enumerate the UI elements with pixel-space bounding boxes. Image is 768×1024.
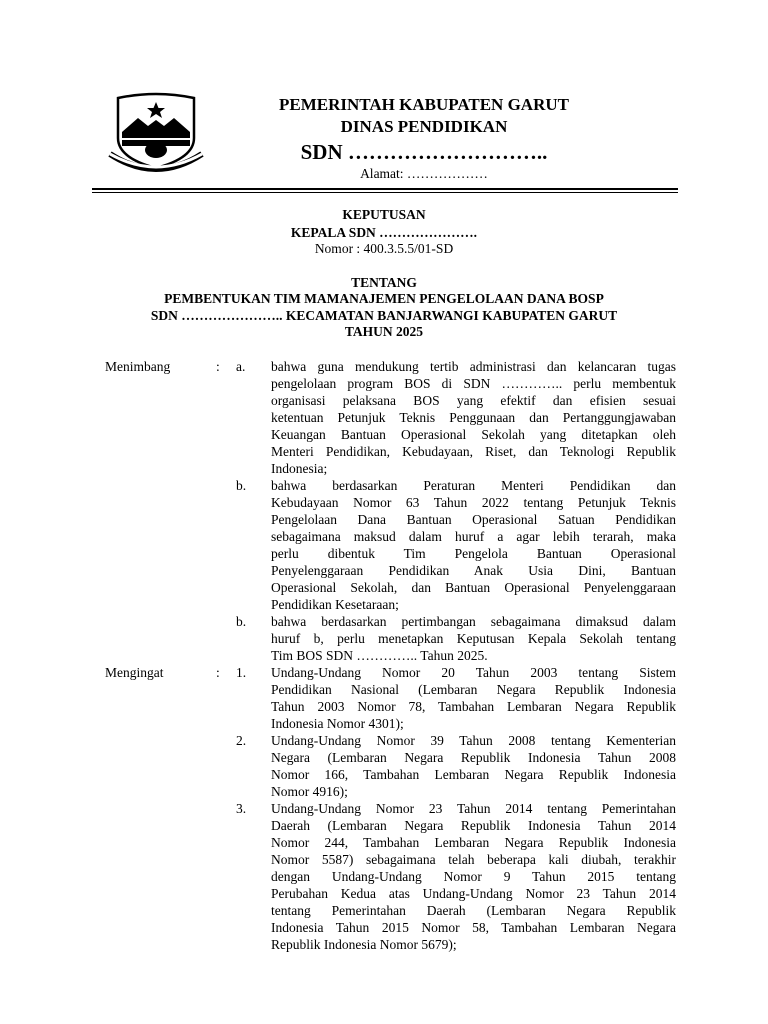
decree-issuer: KEPALA SDN …………………. xyxy=(290,225,478,240)
text-line: Menteri Pendidikan, Kebudayaan, Riset, dan Teknologi Republik xyxy=(271,444,676,459)
text-line: Undang-Undang Nomor 39 Tahun 2008 tentang Kementerian xyxy=(271,733,676,748)
menimbang-b-text xyxy=(271,477,676,613)
text-line: Undang-Undang Nomor 20 Tahun 2003 tentang Sistem xyxy=(271,665,676,680)
text-line: Pengelolaan Dana Bantuan Operasional Satuan Pendidikan xyxy=(271,512,676,527)
decree-subject-line2: SDN ………………….. KECAMATAN BANJARWANGI KABUPATEN GARUT xyxy=(150,308,618,323)
text-line: Negara (Lembaran Negara Republik Indonesia Tahun 2008 xyxy=(271,750,676,765)
menimbang-b-marker: b. xyxy=(236,478,247,493)
text-line: Kebudayaan Nomor 63 Tahun 2022 tentang Petunjuk Teknis xyxy=(271,495,676,510)
menimbang-colon: : xyxy=(216,359,220,374)
mengingat-3-text xyxy=(271,800,676,953)
text-line: Keuangan Bantuan Operasional Sekolah yang ditetapkan oleh xyxy=(271,427,676,442)
mengingat-1-text xyxy=(271,664,676,732)
letterhead-school: SDN ……………………….. xyxy=(300,140,548,164)
text-line: bahwa berdasarkan Peraturan Menteri Pendidikan dan xyxy=(271,478,676,493)
text-line: Tim BOS SDN ………….. Tahun 2025. xyxy=(271,648,488,663)
text-line: huruf b, perlu menetapkan Keputusan Kepala Sekolah tentang xyxy=(271,631,676,646)
text-line: ketentuan Petunjuk Teknis Penggunaan dan Pertanggungjawaban xyxy=(271,410,676,425)
menimbang-a-text xyxy=(271,358,676,477)
text-line: Pendidikan Nasional (Lembaran Negara Republik Indonesia xyxy=(271,682,676,697)
text-line: Nomor 5587) sebagaimana telah beberapa kali diubah, terakhir xyxy=(271,852,676,867)
text-line: tentang Pemerintahan Daerah (Lembaran Negara Republik xyxy=(271,903,676,918)
text-line: organisasi pelaksana BOS yang efektif dan efisien sesuai xyxy=(271,393,676,408)
mengingat-2-text xyxy=(271,732,676,800)
mengingat-3-marker: 3. xyxy=(236,801,247,816)
menimbang-a-marker: a. xyxy=(236,359,246,374)
text-line: Daerah (Lembaran Negara Republik Indonesia Tahun 2014 xyxy=(271,818,676,833)
decree-subject-line3: TAHUN 2025 xyxy=(344,324,424,339)
text-line: Indonesia; xyxy=(271,461,328,476)
text-line: bahwa guna mendukung tertib administrasi dan kelancaran tugas xyxy=(271,359,676,374)
text-line: Republik Indonesia Nomor 5679); xyxy=(271,937,457,952)
text-line: Undang-Undang Nomor 23 Tahun 2014 tentang Pemerintahan xyxy=(271,801,676,816)
menimbang-label: Menimbang xyxy=(105,359,171,374)
decree-number: Nomor : 400.3.5.5/01-SD xyxy=(314,241,454,256)
mengingat-1-marker: 1. xyxy=(236,665,247,680)
text-line: Nomor 166, Tambahan Lembaran Negara Republik Indonesia xyxy=(271,767,676,782)
mengingat-2-marker: 2. xyxy=(236,733,247,748)
menimbang-c-marker: b. xyxy=(236,614,247,629)
mengingat-label: Mengingat xyxy=(105,665,164,680)
text-line: Tahun 2003 Nomor 78, Tambahan Lembaran Negara Republik xyxy=(271,699,676,714)
text-line: bahwa berdasarkan pertimbangan sebagaimana dimaksud dalam xyxy=(271,614,676,629)
text-line: Nomor 244, Tambahan Lembaran Negara Republik Indonesia xyxy=(271,835,676,850)
text-line: Penyelenggaraan Pendidikan Anak Usia Dini, Bantuan xyxy=(271,563,676,578)
letterhead-department: DINAS PENDIDIKAN xyxy=(340,117,508,136)
letterhead-divider-thick xyxy=(92,188,678,190)
text-line: Operasional Sekolah, dan Bantuan Operasional Penyelenggaraan xyxy=(271,580,676,595)
text-line: perlu dibentuk Tim Pengelola Bantuan Operasional xyxy=(271,546,676,561)
text-line: dengan Undang-Undang Nomor 9 Tahun 2015 tentang xyxy=(271,869,676,884)
decree-about: TENTANG xyxy=(351,275,417,290)
decree-heading: KEPUTUSAN xyxy=(342,207,426,222)
text-line: Nomor 4916); xyxy=(271,784,348,799)
letterhead-address: Alamat: ……………… xyxy=(360,166,488,181)
letterhead-government: PEMERINTAH KABUPATEN GARUT xyxy=(279,95,569,114)
text-line: Indonesia Nomor 4301); xyxy=(271,716,404,731)
text-line: Indonesia Tahun 2015 Nomor 58, Tambahan Lembaran Negara xyxy=(271,920,676,935)
text-line: Perubahan Kedua atas Undang-Undang Nomor 23 Tahun 2014 xyxy=(271,886,676,901)
text-line: Pendidikan Kesetaraan; xyxy=(271,597,399,612)
letterhead-divider-thin xyxy=(92,192,678,193)
text-line: sebagaimana maksud dalam huruf a agar lebih terarah, maka xyxy=(271,529,676,544)
menimbang-c-text xyxy=(271,613,676,664)
decree-subject-line1: PEMBENTUKAN TIM MAMANAJEMEN PENGELOLAAN DANA BOSP xyxy=(164,291,604,306)
mengingat-colon: : xyxy=(216,665,220,680)
text-line: pengelolaan program BOS di SDN ………….. perlu membentuk xyxy=(271,376,676,391)
